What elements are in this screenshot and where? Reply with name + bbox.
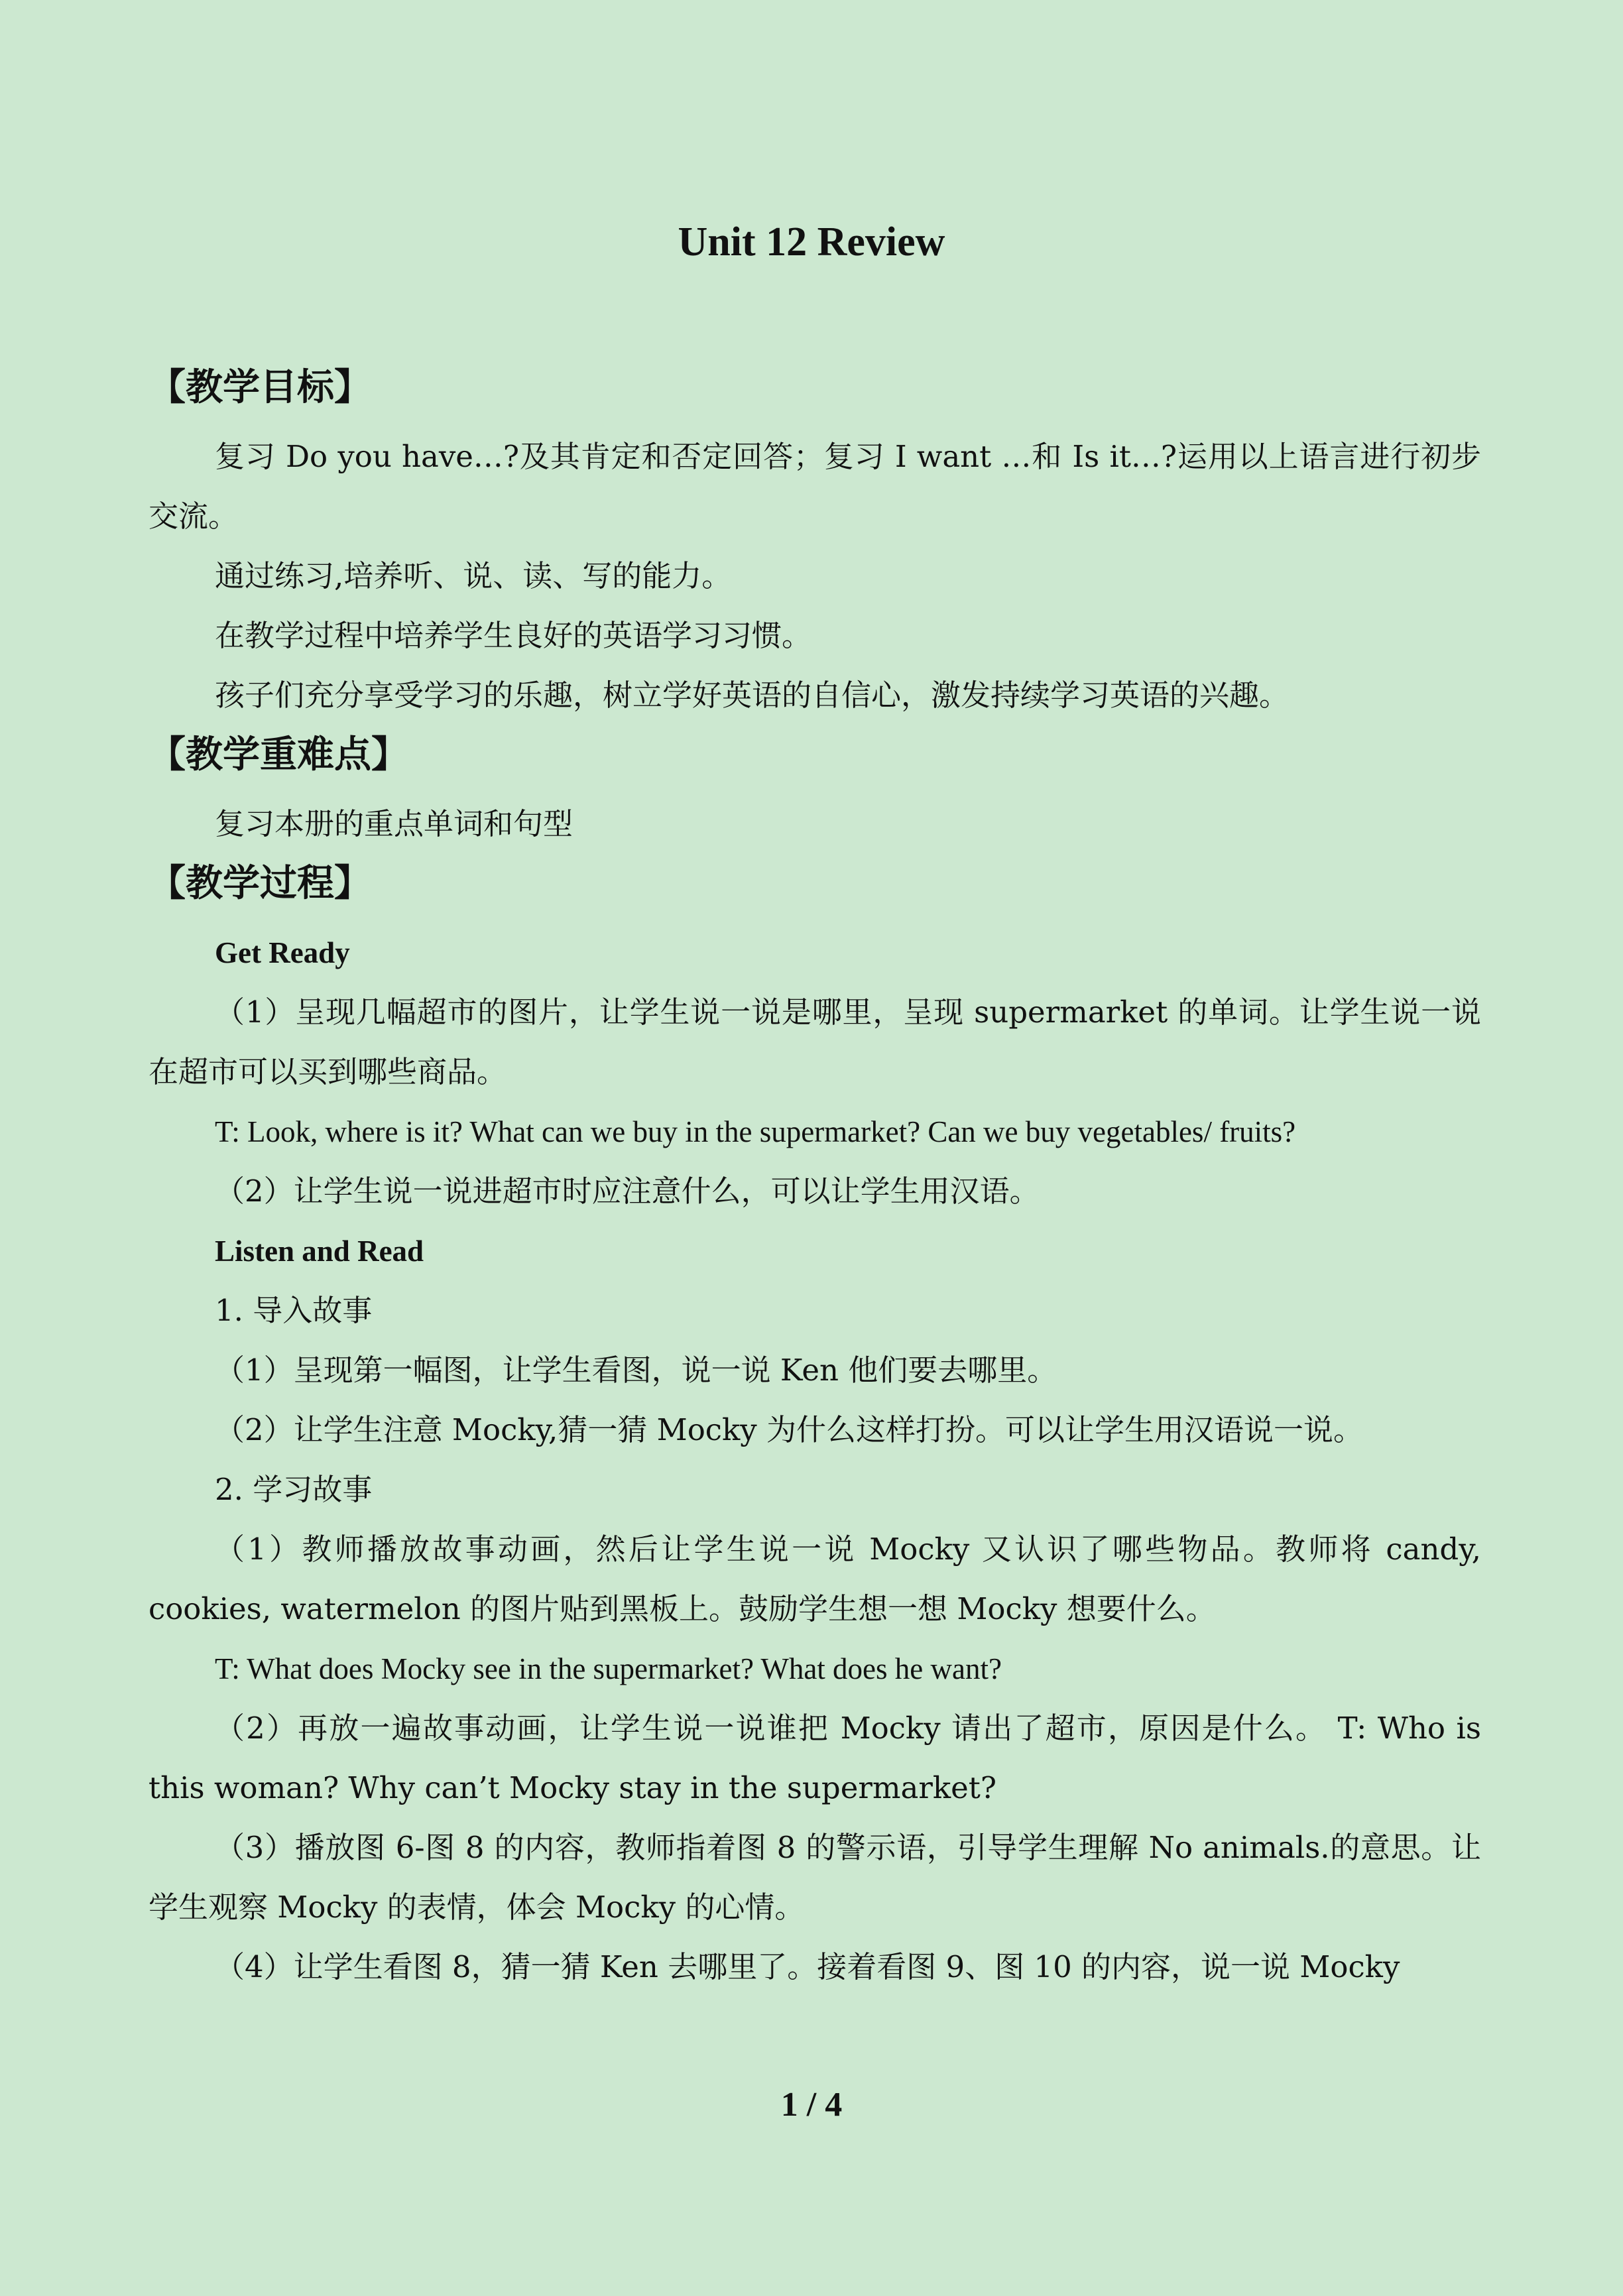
paragraph: 孩子们充分享受学习的乐趣，树立学好英语的自信心，激发持续学习英语的兴趣。 bbox=[215, 678, 1290, 713]
paragraph: 在教学过程中培养学生良好的英语学习习惯。 bbox=[215, 618, 812, 653]
paragraph: 复习 Do you have…?及其肯定和否定回答；复习 I want …和 Is it…?运用以上语言进行初步交流。 bbox=[149, 439, 1481, 534]
paragraph: 2. 学习故事 bbox=[215, 1472, 373, 1507]
document-title: Unit 12 Review bbox=[678, 219, 945, 265]
paragraph: （2）让学生说一说进超市时应注意什么，可以让学生用汉语。 bbox=[215, 1174, 1040, 1209]
paragraph: （3）播放图 6-图 8 的内容，教师指着图 8 的警示语，引导学生理解 No animals.的意思。让学生观察 Mocky 的表情，体会 Mocky 的心情。 bbox=[149, 1830, 1481, 1925]
section-heading-process: 【教学过程】 bbox=[149, 862, 371, 905]
paragraph: （1）呈现第一幅图，让学生看图，说一说 Ken 他们要去哪里。 bbox=[215, 1353, 1057, 1388]
paragraph: 1. 导入故事 bbox=[215, 1293, 373, 1328]
paragraph: 通过练习,培养听、说、读、写的能力。 bbox=[215, 558, 732, 593]
paragraph: （1）教师播放故事动画，然后让学生说一说 Mocky 又认识了哪些物品。教师将 candy, cookies, watermelon 的图片贴到黑板上。鼓励学生想一想 Mocky 想要什么。 bbox=[149, 1532, 1481, 1626]
subheading-get-ready: Get Ready bbox=[215, 936, 350, 969]
paragraph: （4）让学生看图 8，猜一猜 Ken 去哪里了。接着看图 9、图 10 的内容，说一说 Mocky bbox=[215, 1949, 1400, 1984]
paragraph: T: Look, where is it? What can we buy in the supermarket? Can we buy vegetables/ fruits? bbox=[215, 1115, 1296, 1148]
paragraph: 复习本册的重点单词和句型 bbox=[215, 806, 573, 841]
page-number: 1 / 4 bbox=[780, 2086, 843, 2124]
subheading-listen-and-read: Listen and Read bbox=[215, 1235, 424, 1268]
paragraph: （1）呈现几幅超市的图片，让学生说一说是哪里，呈现 supermarket 的单词。让学生说一说在超市可以买到哪些商品。 bbox=[149, 995, 1481, 1089]
paragraph: （2）再放一遍故事动画，让学生说一说谁把 Mocky 请出了超市，原因是什么。 T: Who is this woman? Why can’t Mocky stay in the supermarket? bbox=[149, 1711, 1481, 1805]
paragraph: T: What does Mocky see in the supermarket? What does he want? bbox=[215, 1652, 1002, 1685]
section-heading-objectives: 【教学目标】 bbox=[149, 366, 371, 409]
section-heading-key-points: 【教学重难点】 bbox=[149, 733, 408, 776]
document-body bbox=[149, 358, 1481, 1997]
paragraph: （2）让学生注意 Mocky,猜一猜 Mocky 为什么这样打扮。可以让学生用汉语说一说。 bbox=[215, 1412, 1363, 1447]
